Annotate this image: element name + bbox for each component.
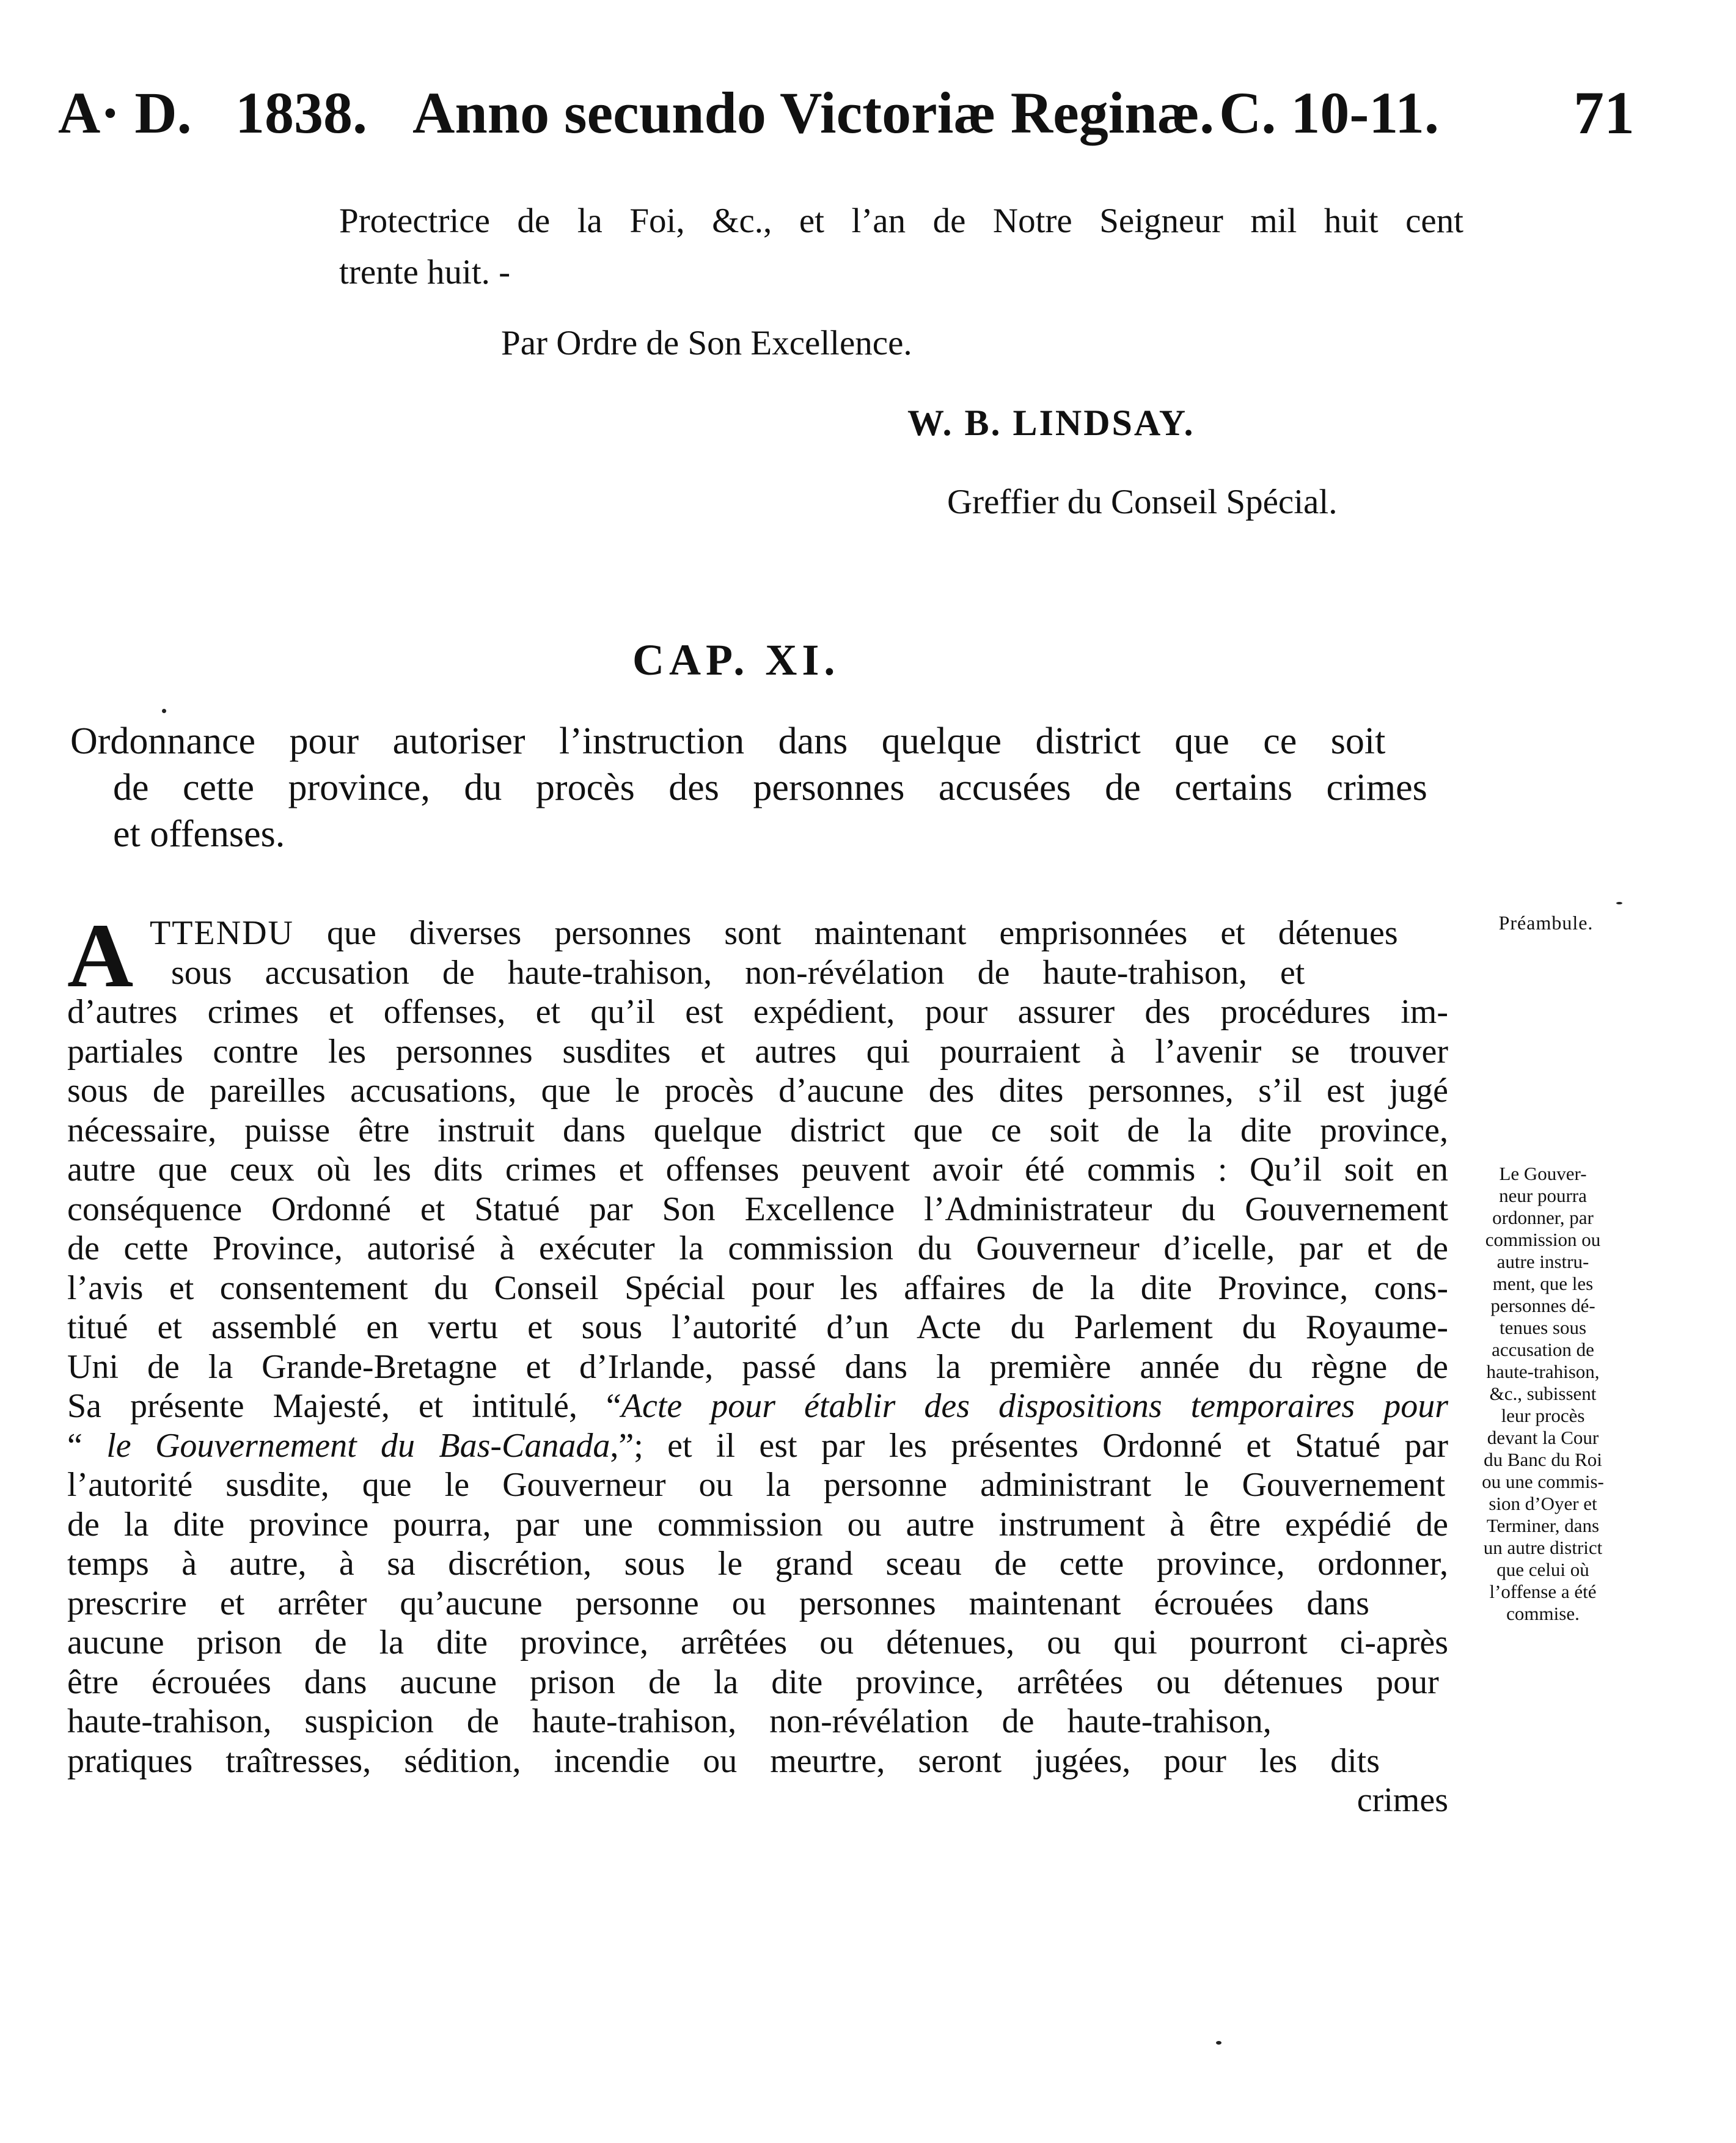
long-title-line: et offenses. [113,813,285,855]
ordinance-long-title [70,718,1445,857]
margin-note-line: que celui où [1496,1559,1589,1580]
body-line: sous accusation de haute-trahison, non-révélation de haute-trahison, et [171,953,1305,992]
header-year: 1838. [235,80,367,145]
body-line: de cette Province, autorisé à exécuter la commission du Gouverneur d’icelle, par et de [67,1229,1448,1267]
margin-note-line: l’offense a été [1489,1581,1597,1602]
scan-speck [1216,2041,1221,2045]
body-line: haute-trahison, suspicion de haute-trahison, non-révélation de haute-trahison, [67,1702,1272,1740]
chapter-heading: CAP. XI. [632,636,840,684]
body-line: l’avis et consentement du Conseil Spécial pour les affaires de la dite Province, cons- [67,1269,1448,1307]
margin-note-line: ordonner, par [1492,1207,1594,1228]
body-line: partiales contre les personnes susdites et autres qui pourraient à l’avenir se trouver [67,1032,1448,1071]
body-line: de la dite province pourra, par une commission ou autre instrument à être expédié de [67,1505,1448,1544]
margin-note-preambule: Préambule. [1498,912,1594,934]
act-quote-open: “ [67,1426,107,1465]
body-line-text: que diverses personnes sont maintenant emprisonnées et détenues [293,914,1398,952]
body-line: l’autorité susdite, que le Gouverneur ou la personne administrant le Gouvernement [67,1466,1446,1504]
drop-cap: A [67,905,134,1006]
margin-note-governor [1457,1163,1628,1625]
body-line: d’autres crimes et offenses, et qu’il est expédient, pour assurer des procédures im- [67,993,1448,1031]
ordinance-body [67,905,1449,1820]
margin-note-line: leur procès [1501,1405,1585,1426]
act-title-italic: Acte pour établir des dispositions temporaires pour [621,1387,1448,1425]
margin-note-line: accusation de [1492,1339,1594,1360]
margin-note-line: du Banc du Roi [1484,1449,1602,1470]
margin-note-line: sion d’Oyer et [1489,1493,1597,1514]
header-chapter: C. 10-11. [1219,80,1439,145]
margin-note-line: neur pourra [1499,1185,1587,1206]
body-line: prescrire et arrêter qu’aucune personne ou personnes maintenant écrouées dans [67,1584,1369,1622]
long-title-line: Ordonnance pour autoriser l’instruction dans quelque district que ce soit [70,720,1386,762]
closing-paragraph [339,196,1463,298]
body-line: pratiques traîtresses, sédition, incendie ou meurtre, seront jugées, pour les dits [67,1742,1380,1780]
page-number: 71 [1573,79,1635,147]
body-line [67,1387,1448,1426]
body-line: conséquence Ordonné et Statué par Son Excellence l’Administrateur du Gouvernement [67,1190,1448,1228]
header-title: Anno secundo Victoriæ Reginæ. [412,80,1215,145]
closing-line: Protectrice de la Foi, &c., et l’an de Notre Seigneur mil huit cent [339,202,1463,240]
body-line [67,914,1448,953]
catchword: crimes [1357,1781,1448,1819]
margin-note-line: commission ou [1485,1229,1601,1250]
body-line: nécessaire, puisse être instruit dans quelque district que ce soit de la dite province, [67,1111,1448,1149]
scan-speck [162,709,166,713]
margin-note-line: personnes dé- [1490,1295,1595,1316]
act-reference-tail: ,”; et il est par les présentes Ordonné et Statué par [610,1426,1449,1465]
margin-note-line: Le Gouver- [1499,1163,1587,1184]
attendu-word: TTENDU [150,914,294,952]
body-line: temps à autre, à sa discrétion, sous le grand sceau de cette province, ordonner, [67,1545,1448,1583]
margin-note-line: haute-trahison, [1486,1361,1600,1382]
closing-line: trente huit. - [339,253,511,291]
margin-note-line: un autre district [1483,1537,1603,1558]
margin-note-line: ou une commis- [1482,1471,1604,1492]
running-header [58,67,1659,159]
body-line: sous de pareilles accusations, que le procès d’aucune des dites personnes, s’il est jugé [67,1072,1448,1110]
signatory-name: W. B. LINDSAY. [907,403,1195,443]
act-reference-lead: Sa présente Majesté, et intitulé, “ [67,1387,621,1425]
signatory-title: Greffier du Conseil Spécial. [947,483,1338,521]
margin-note-line: tenues sous [1499,1317,1587,1338]
long-title-line: de cette province, du procès des personnes accusées de certains crimes [113,767,1427,808]
margin-note-line: devant la Cour [1487,1427,1599,1448]
body-line: Uni de la Grande-Bretagne et d’Irlande, passé dans la première année du règne de [67,1347,1448,1386]
margin-note-line: Terminer, dans [1486,1515,1600,1536]
scan-speck [1616,902,1622,904]
body-line [67,1426,1448,1466]
act-title-italic: le Gouvernement du Bas-Canada [106,1426,610,1465]
margin-note-line: autre instru- [1496,1251,1589,1272]
body-line: être écrouées dans aucune prison de la dite province, arrêtées ou détenues pour [67,1663,1439,1701]
header-ad: A· D. [58,80,192,145]
body-line: aucune prison de la dite province, arrêtées ou détenues, ou qui pourront ci-après [67,1624,1448,1661]
by-order-line: Par Ordre de Son Excellence. [501,324,912,362]
margin-note-line: &c., subissent [1489,1383,1597,1404]
margin-note-line: commise. [1506,1603,1580,1624]
body-line: titué et assemblé en vertu et sous l’autorité d’un Acte du Parlement du Royaume- [67,1308,1448,1346]
body-line: autre que ceux où les dits crimes et offenses peuvent avoir été commis : Qu’il soit en [67,1151,1448,1189]
margin-note-line: ment, que les [1492,1273,1594,1294]
